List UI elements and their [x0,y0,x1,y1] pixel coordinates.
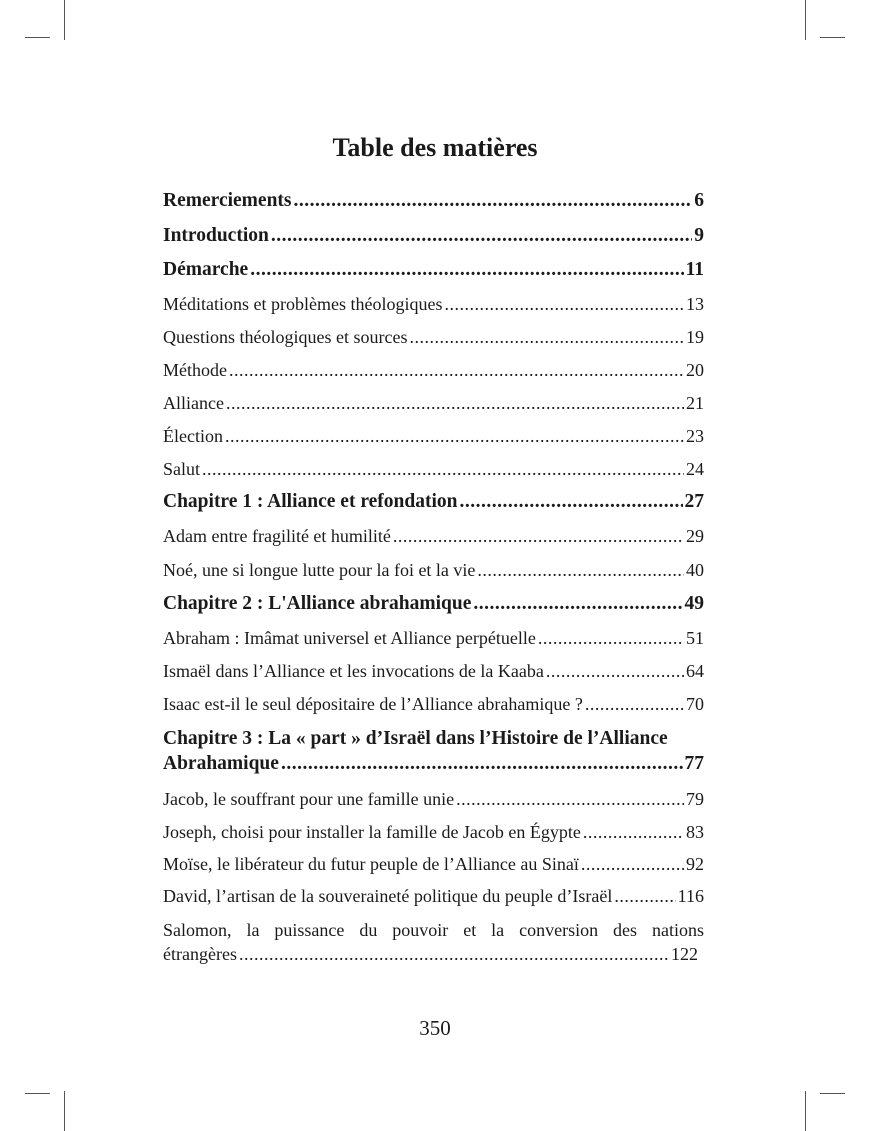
toc-entry-label: Noé, une si longue lutte pour la foi et la vie [163,560,476,580]
toc-entry-page: 77 [684,753,704,774]
crop-mark [64,0,65,40]
toc-entry-page: 11 [685,259,704,280]
toc-entry[interactable] [163,424,704,448]
toc-entry-page: 24 [686,459,704,479]
toc-entry-page: 40 [686,560,704,580]
crop-mark [25,37,50,38]
dot-leader [473,592,682,616]
dot-leader [477,558,684,582]
toc-entry-page: 29 [686,526,704,546]
toc-entry-label: Introduction [163,225,269,246]
toc-entry[interactable] [163,558,704,582]
toc-entry-label: David, l’artisan de la souveraineté politique du peuple d’Israël [163,886,613,906]
toc-entry-label: Adam entre fragilité et humilité [163,526,391,546]
toc-entry[interactable] [163,457,704,481]
dot-leader [281,752,683,776]
toc-entry[interactable] [163,659,704,683]
crop-mark [25,1093,50,1094]
toc-entry-label: étrangères [163,944,237,964]
toc-entry-page: 6 [694,190,704,211]
toc-entry-label: Alliance [163,393,224,413]
dot-leader [585,692,684,716]
dot-leader [226,391,684,415]
toc-entry-page: 20 [686,360,704,380]
toc-entry[interactable] [163,358,704,382]
toc-entry-label: Chapitre 1 : Alliance et refondation [163,491,458,512]
toc-entry-label: Méthode [163,360,227,380]
toc-entry[interactable] [163,942,698,966]
toc-entry[interactable] [163,524,704,548]
toc-entry-label: Ismaël dans l’Alliance et les invocations de la Kaaba [163,661,544,681]
toc-entry-label-line: Salomon, la puissance du pouvoir et la conversion des nations [163,920,704,940]
toc-entry-page: 116 [677,886,704,906]
toc-entry-label: Abraham : Imâmat universel et Alliance perpétuelle [163,628,536,648]
dot-leader [294,189,693,213]
toc-entry-label: Questions théologiques et sources [163,327,408,347]
dot-leader [614,884,675,908]
toc-entry[interactable] [163,325,704,349]
dot-leader [393,524,684,548]
toc-entry[interactable] [163,820,704,844]
toc-entry[interactable] [163,258,704,282]
dot-leader [546,659,684,683]
dot-leader [250,258,683,282]
toc-entry-label: Isaac est-il le seul dépositaire de l’Alliance abrahamique ? [163,694,583,714]
page-number: 350 [419,1016,451,1040]
dot-leader [229,358,684,382]
crop-mark [805,1091,806,1131]
toc-entry[interactable] [163,292,704,316]
dot-leader [202,457,684,481]
toc-entry[interactable] [163,752,704,776]
crop-mark [820,1093,845,1094]
toc-entry-label: Moïse, le libérateur du futur peuple de l’Alliance au Sinaï [163,854,579,874]
toc-entry-label: Élection [163,426,223,446]
toc-entry-page: 9 [694,225,704,246]
page-title: Table des matières [332,133,538,162]
toc-entry-page: 79 [686,789,704,809]
toc-entry-page: 122 [671,944,698,964]
toc-entry[interactable] [163,592,704,616]
dot-leader [538,626,684,650]
toc-entry-page: 19 [686,327,704,347]
crop-mark [820,37,845,38]
toc-entry-label: Jacob, le souffrant pour une famille unie [163,789,455,809]
toc-entry-label: Remerciements [163,190,292,211]
toc-entry-label: Méditations et problèmes théologiques [163,294,443,314]
toc-entry[interactable] [163,626,704,650]
toc-entry[interactable] [163,692,704,716]
toc-entry[interactable] [163,787,704,811]
toc-entry-page: 13 [686,294,704,314]
toc-entry-label: Chapitre 2 : L'Alliance abrahamique [163,593,472,614]
toc-entry-page: 23 [686,426,704,446]
toc-entry-page: 64 [686,661,704,681]
toc-entry-page: 21 [686,393,704,413]
toc-entry-label: Joseph, choisi pour installer la famille de Jacob en Égypte [163,822,581,842]
dot-leader [581,852,684,876]
toc-entry-label-line: Chapitre 3 : La « part » d’Israël dans l’Histoire de l’Alliance [163,728,668,749]
toc-entry-page: 70 [686,694,704,714]
dot-leader [271,224,692,248]
toc-entry-label: Salut [163,459,201,479]
toc-entry[interactable] [163,224,704,248]
toc-entry-page: 49 [684,593,704,614]
toc-entry[interactable] [163,189,704,213]
dot-leader [225,424,684,448]
toc-entry[interactable] [163,391,704,415]
toc-entry[interactable] [163,490,704,514]
crop-mark [64,1091,65,1131]
crop-mark [805,0,806,40]
dot-leader [409,325,684,349]
toc-entry-label: Démarche [163,259,249,280]
toc-entry-page: 92 [686,854,704,874]
dot-leader [456,787,684,811]
toc-entry-page: 51 [686,628,704,648]
dot-leader [239,942,669,966]
toc-entry-label: Abrahamique [163,753,279,774]
toc-entry[interactable] [163,852,704,876]
dot-leader [459,490,682,514]
toc-entry[interactable] [163,884,704,908]
dot-leader [444,292,684,316]
toc-entry-page: 27 [684,491,704,512]
toc-entry-page: 83 [686,822,704,842]
dot-leader [583,820,684,844]
